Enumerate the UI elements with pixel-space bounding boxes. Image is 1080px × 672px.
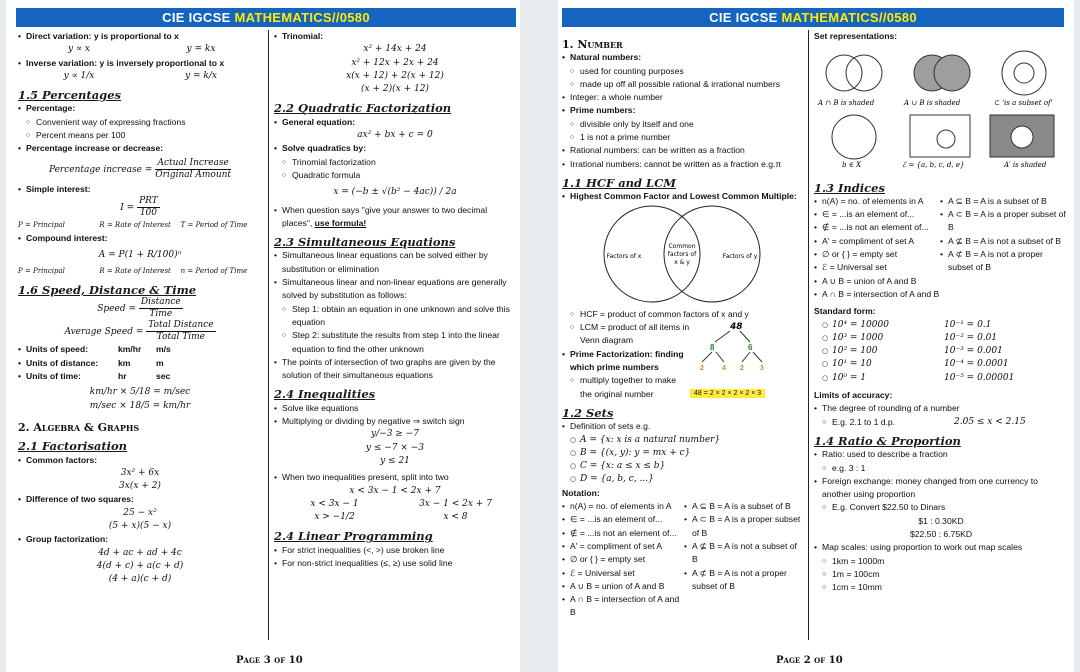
list-item: • A ∪ B = union of A and B — [562, 580, 684, 593]
list-item: ○ A = {x: x is a natural number} — [562, 434, 802, 447]
simple-interest-formula: I = $\frac{\text{PRT}}{100}$ — [120, 195, 158, 218]
list-item: • Definition of sets e.g. — [562, 420, 802, 433]
average-speed-formula: Average Speed = $\frac{\text{Total Distance}}{\text{Total Time}}$ — [64, 320, 214, 343]
direct-variation-eq: y ∝ x y = kx — [68, 44, 216, 55]
quadratic-formula: x = (−b ± √(b² − 4ac)) / 2a — [333, 187, 457, 198]
percentage-label: • Percentage: — [18, 102, 262, 115]
svg-text:b ∈ X: b ∈ X — [842, 161, 862, 170]
equation: 3x² + 6x — [120, 467, 160, 478]
equation: 25 − x² — [123, 507, 157, 518]
hcf-section — [562, 308, 802, 401]
heading-percentages: 1.5 Percentages — [18, 88, 122, 103]
heading-number: 1. Number — [562, 38, 623, 51]
conversion-1: km/hr × 5/18 = m/sec — [89, 387, 191, 398]
equation: x² + 12x + 2x + 24 — [351, 57, 439, 68]
prime-factorization-result: 48 = 2 × 2 × 2 × 2 × 3 — [690, 389, 765, 398]
units-time: • Units of time: hr sec — [18, 370, 262, 383]
equation: (5 + x)(5 − x) — [108, 521, 172, 532]
list-item: ○ 10² = 100 — [814, 345, 944, 358]
equation: (4 + a)(c + d) — [108, 574, 172, 585]
limits-example: ○ E.g. 2.1 to 1 d.p. 2.05 ≤ x < 2.15 — [814, 416, 1068, 429]
standard-form-grid — [814, 319, 1068, 385]
group-factorization-label: • Group factorization: — [18, 533, 262, 546]
compound-interest-formula: A = P(1 + R/100)ⁿ — [98, 249, 182, 260]
svg-text:factors of: factors of — [667, 250, 697, 258]
list-item: • A′ = compliment of set A — [814, 235, 940, 248]
list-item: $1 : 0.30KD — [918, 515, 964, 526]
left-col-2 — [274, 30, 516, 570]
svg-text:48: 48 — [730, 321, 743, 332]
equation: x² + 14x + 24 — [363, 44, 427, 55]
list-item: • Multiplying or dividing by negative ⇒ switch sign — [274, 415, 516, 428]
list-item: • A ⊆ B = A is a subset of B — [684, 500, 802, 513]
equation: (x + 2)(x + 12) — [361, 84, 429, 95]
column-divider — [808, 30, 809, 640]
list-item: • ∈ = ...is an element of... — [562, 513, 684, 526]
heading-algebra: 2. Algebra & Graphs — [18, 420, 140, 434]
list-item: ○ e.g. 3 : 1 — [814, 462, 1068, 475]
list-item: ○ divisible only by itself and one — [562, 118, 802, 131]
inverse-variation-eq: y ∝ 1/x y = k/x — [63, 70, 217, 81]
list-item: ○ B = {(x, y): y = mx + c} — [562, 447, 802, 460]
list-item: • n(A) = no. of elements in A — [562, 500, 684, 513]
list-item: ○ 1 is not a prime number — [562, 131, 802, 144]
equation: y/−3 ≥ −7 — [371, 429, 419, 440]
simple-interest-legend: P = Principal R = Rate of Interest T = Period of Time — [18, 220, 248, 229]
heading-speed: 1.6 Speed, Distance & Time — [18, 283, 197, 298]
equation: x < 3x − 1 < 2x + 7 — [349, 485, 441, 496]
svg-text:4: 4 — [722, 364, 726, 372]
list-item: • A′ = compliment of set A — [562, 540, 684, 553]
list-item: • ∅ or { } = empty set — [814, 248, 940, 261]
list-item: ○ Percent means per 100 — [18, 129, 262, 142]
list-item: • The degree of rounding of a number — [814, 402, 1068, 415]
list-item: • A ∪ B = union of A and B — [814, 275, 940, 288]
list-item: • A ⊄ B = A is not a proper subset of B — [940, 248, 1066, 275]
indices-grid — [814, 195, 1068, 301]
list-item: ○ LCM = product of all items in Venn diagram — [562, 321, 690, 348]
list-item: • ∉ = ...is not an element of... — [562, 527, 684, 540]
list-item: ○ 1cm = 10mm — [814, 581, 1068, 594]
direct-variation: • Direct variation: y is proportional to x — [18, 30, 262, 43]
solve-quadratics-label: • Solve quadratics by: — [274, 142, 516, 155]
list-item: • ℰ = Universal set — [814, 261, 940, 274]
list-item: 10⁻¹ = 0.1 — [944, 319, 992, 330]
list-item: ○ made up off all possible rational & irrational numbers — [562, 78, 802, 91]
list-item: ○ multiply together to make the original number — [562, 374, 690, 401]
list-item: • A ∩ B = intersection of A and B — [562, 593, 684, 620]
equation: 4(d + c) + a(c + d) — [96, 560, 184, 571]
list-item: • For non-strict inequalities (≤, ≥) use solid line — [274, 557, 516, 570]
list-item: • Map scales: using proportion to work out map scales — [814, 541, 1068, 554]
factor-tree — [690, 320, 800, 382]
equation: y ≤ −7 × −3 — [365, 442, 425, 453]
list-item: • For strict inequalities (<, >) use broken line — [274, 544, 516, 557]
list-item: ○ 10¹ = 10 — [814, 358, 944, 371]
page-banner: CIE IGCSE MATHEMATICS//0580 — [16, 8, 516, 27]
list-item: • A ⊂ B = A is a proper subset of B — [684, 513, 802, 540]
list-item: ○ Convenient way of expressing fractions — [18, 116, 262, 129]
list-item: • A ⊈ B = A is not a subset of B — [940, 235, 1066, 248]
list-item: ○ E.g. Convert $22.50 to Dinars — [814, 501, 1068, 514]
svg-text:Factors of x: Factors of x — [606, 252, 642, 260]
common-factors-label: • Common factors: — [18, 454, 262, 467]
heading-inequalities: 2.4 Inequalities — [274, 387, 376, 402]
list-item: • ∅ or { } = empty set — [562, 553, 684, 566]
left-col-1 — [18, 30, 262, 587]
list-item: • Simultaneous linear equations can be solved either by substitution or elimination — [274, 249, 516, 276]
list-item: $22.50 : 6.75KD — [909, 529, 973, 540]
svg-text:2: 2 — [700, 364, 704, 372]
list-item: ○ used for counting purposes — [562, 65, 802, 78]
natural-label: • Natural numbers: — [562, 51, 802, 64]
svg-text:2: 2 — [740, 364, 744, 372]
svg-text:Factors of y: Factors of y — [722, 252, 758, 260]
heading-indices: 1.3 Indices — [814, 180, 885, 195]
list-item: • A ⊈ B = A is not a subset of B — [684, 540, 802, 567]
svg-text:3: 3 — [760, 364, 764, 372]
page-number: Page 3 of 10 — [236, 655, 303, 666]
list-item: 10⁻⁵ = 0.00001 — [944, 372, 1015, 383]
svg-text:A′ is shaded: A′ is shaded — [1004, 161, 1047, 170]
list-item: • ℰ = Universal set — [562, 567, 684, 580]
list-item: • n(A) = no. of elements in A — [814, 195, 940, 208]
list-item: • Integer: a whole number — [562, 91, 802, 104]
list-item: • A ∩ B = intersection of A and B — [814, 288, 940, 301]
percentage-change-label: • Percentage increase or decrease: — [18, 142, 262, 155]
list-item: • ∈ = ...is an element of... — [814, 208, 940, 221]
list-item: • Ratio: used to describe a fraction — [814, 448, 1068, 461]
svg-text:Common: Common — [668, 242, 696, 250]
list-item: • A ⊆ B = A is a subset of B — [940, 195, 1066, 208]
quadratic-note: • When question says "give your answer to two decimal places", use formula! — [274, 204, 516, 231]
inverse-variation: • Inverse variation: y is inversely proportional to x — [18, 57, 262, 70]
inequality-split-result: x > −1/2 x < 8 — [314, 512, 468, 523]
set-representations-label: Set representations: — [814, 31, 898, 41]
heading-hcf: 1.1 HCF and LCM — [562, 175, 677, 190]
notation-grid — [562, 500, 802, 620]
list-item: ○ 1km = 1000m — [814, 555, 1068, 568]
list-item: ○ 10⁰ = 1 — [814, 372, 944, 385]
list-item: ○ C = {x: a ≤ x ≤ b} — [562, 460, 802, 473]
list-item: ○ Trinomial factorization — [274, 156, 516, 169]
svg-text:A ∩ B is shaded: A ∩ B is shaded — [818, 99, 875, 108]
set-diagrams — [814, 43, 1068, 171]
list-item: • ∉ = ...is not an element of... — [814, 221, 940, 234]
equation: 3x(x + 2) — [119, 481, 161, 492]
equation: x(x + 12) + 2(x + 12) — [346, 70, 444, 81]
svg-text:8: 8 — [710, 342, 715, 352]
heading-quadratic: 2.2 Quadratic Factorization — [274, 101, 452, 116]
list-item: 10⁻⁴ = 0.0001 — [944, 359, 1009, 370]
equation: ax² + bx + c = 0 — [357, 130, 433, 141]
list-item: 10⁻³ = 0.001 — [944, 346, 1003, 357]
heading-linear-programming: 2.4 Linear Programming — [274, 529, 433, 544]
list-item: ○ 10³ = 1000 — [814, 332, 944, 345]
list-item: • When two inequalities present, split into two — [274, 471, 516, 484]
right-page — [558, 0, 1074, 672]
list-item: ○ D = {a, b, c, ...} — [562, 473, 802, 486]
list-item: • Simultaneous linear and non-linear equations are generally solved by substitution as follows: — [274, 276, 516, 303]
prime-label: • Prime numbers: — [562, 104, 802, 117]
percentage-formula: Percentage increase = $\frac{\text{Actual Increase}}{\text{Original Amount}}$ — [48, 157, 232, 180]
svg-text:⊂ 'is a subset of': ⊂ 'is a subset of' — [994, 99, 1053, 108]
list-item: • A ⊂ B = A is a proper subset of B — [940, 208, 1066, 235]
right-col-1 — [562, 30, 802, 620]
inequality-split: x < 3x − 1 3x − 1 < 2x + 7 — [310, 498, 492, 509]
equation: 4d + ac + ad + 4c — [98, 547, 182, 558]
trinomial-label: • Trinomial: — [274, 30, 516, 43]
list-item: • Rational numbers: can be written as a fraction — [562, 144, 802, 157]
svg-text:A ∪ B is shaded: A ∪ B is shaded — [904, 99, 961, 108]
conversion-2: m/sec × 18/5 = km/hr — [89, 400, 191, 411]
page-banner: CIE IGCSE MATHEMATICS//0580 — [562, 8, 1064, 27]
equation: y ≤ 21 — [380, 455, 410, 466]
heading-factorisation: 2.1 Factorisation — [18, 439, 128, 454]
simple-interest-label: • Simple interest: — [18, 183, 262, 196]
left-page — [6, 0, 520, 672]
svg-text:6: 6 — [748, 342, 753, 352]
svg-text:ℰ = {a, b, c, d, e}: ℰ = {a, b, c, d, e} — [902, 161, 965, 170]
page-number: Page 2 of 10 — [776, 655, 843, 666]
list-item: ○ Step 2: substitute the results from step 1 into the linear equation to find the other unknown — [274, 329, 516, 356]
units-speed: • Units of speed: km/hr m/s — [18, 343, 262, 356]
notation-label: Notation: — [562, 487, 600, 498]
list-item: • The points of intersection of two graphs are given by the solution of their simultaneous equations — [274, 356, 516, 383]
list-item: ○ 1m = 100cm — [814, 568, 1068, 581]
list-item: • Solve like equations — [274, 402, 516, 415]
heading-sets: 1.2 Sets — [562, 405, 614, 420]
general-equation-label: • General equation: — [274, 116, 516, 129]
venn-diagram — [562, 204, 802, 304]
standard-form-label: Standard form: — [814, 306, 876, 317]
heading-ratio: 1.4 Ratio & Proportion — [814, 433, 961, 448]
compound-interest-legend: P = Principal R = Rate of Interest n = Period of Time — [18, 266, 248, 275]
list-item: ○ 10⁴ = 10000 — [814, 319, 944, 332]
limits-label: Limits of accuracy: — [814, 390, 893, 401]
list-item: • A ⊄ B = A is not a proper subset of B — [684, 567, 802, 594]
column-divider — [268, 30, 269, 640]
svg-text:x & y: x & y — [674, 258, 690, 266]
diff-squares-label: • Difference of two squares: — [18, 493, 262, 506]
units-distance: • Units of distance: km m — [18, 357, 262, 370]
list-item: ○ Quadratic formula — [274, 169, 516, 182]
list-item: • Foreign exchange: money changed from one currency to another using proportion — [814, 475, 1068, 502]
list-item: ○ Step 1: obtain an equation in one unknown and solve this equation — [274, 303, 516, 330]
list-item: 10⁻² = 0.01 — [944, 332, 998, 343]
heading-simultaneous: 2.3 Simultaneous Equations — [274, 235, 456, 250]
compound-interest-label: • Compound interest: — [18, 232, 262, 245]
prime-factorization: • Prime Factorization: finding which prime numbers — [562, 348, 690, 375]
speed-formula: Speed = $\frac{\text{Distance}}{\text{Time}}$ — [97, 297, 181, 320]
list-item: • Irrational numbers: cannot be written as a fraction e.g.π — [562, 158, 802, 171]
hcf-title: • Highest Common Factor and Lowest Common Multiple: — [562, 190, 802, 203]
list-item: ○ HCF = product of common factors of x and y — [562, 308, 810, 321]
right-col-2 — [814, 30, 1068, 595]
